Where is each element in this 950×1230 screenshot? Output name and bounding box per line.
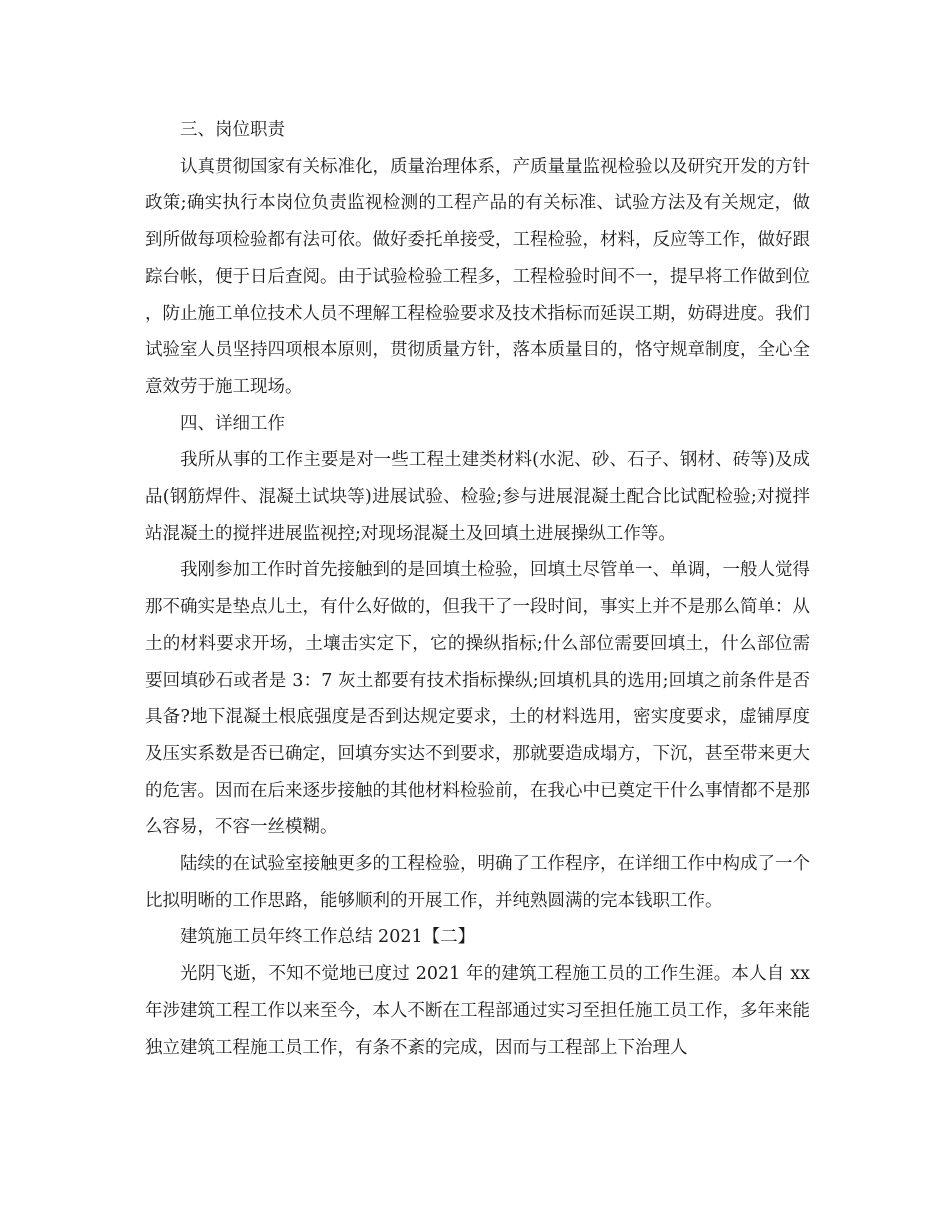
paragraph-work-scope: 我所从事的工作主要是对一些工程土建类材料(水泥、砂、石子、钢材、砖等)及成品(钢筋焊件、混凝土试块等)进展试验、检验;参与进展混凝土配合比试配检验;对搅拌站混凝土的搅拌进展监视控;对现场混凝土及回填土进展操纵工作等。 (145, 450, 810, 544)
paragraph-duties: 认真贯彻国家有关标准化，质量治理体系，产质量量监视检验以及研究开发的方针政策;确实执行本岗位负责监视检测的工程产品的有关标准、试验方法及有关规定，做到所做每项检验都有法可依。做好委托单接受，工程检验，材料，反应等工作，做好跟踪台帐，便于日后查阅。由于试验检验工程多，工程检验时间不一，提早将工作做到位，防止施工单位技术人员不理解工程检验要求及技术指标而延误工期，妨碍进度。我们试验室人员坚持四项根本原则，贯彻质量方针，落本质量目的，恪守规章制度，全心全意效劳于施工现场。 (145, 156, 810, 397)
paragraph-work-process: 陆续的在试验室接触更多的工程检验，明确了工作程序，在详细工作中构成了一个比拟明晰的工作思路，能够顺利的开展工作，并纯熟圆满的完本钱职工作。 (145, 854, 810, 911)
paragraph-year-review: 光阴飞逝，不知不觉地已度过 2021 年的建筑工程施工员的工作生涯。本人自 xx 年涉建筑工程工作以来至今，本人不断在工程部通过实习至担任施工员工作，多年来能独立建筑工程施工员工作，有条不紊的完成，因而与工程部上下治理人 (145, 964, 810, 1058)
section-heading-duties: 三、岗位职责 (180, 120, 285, 140)
section-heading-detailed-work: 四、详细工作 (180, 413, 285, 434)
paragraph-backfill-inspection: 我刚参加工作时首先接触到的是回填土检验，回填土尽管单一、单调，一般人觉得那不确实是垫点儿土，有什么好做的，但我干了一段时间，事实上并不是那么简单：从土的材料要求开场，土壤击实定下，它的操纵指标;什么部位需要回填土，什么部位需要回填砂石或者是 3：7 灰土都要有技术指标操纵;回填机具的选用;回填之前条件是否具备?地下混凝土根底强度是否到达规定要求，土的材料选用，密实度要求，虚铺厚度及压实系数是否已确定，回填夯实达不到要求，那就要造成塌方，下沉，甚至带来更大的危害。因而在后来逐步接触的其他材料检验前，在我心中已奠定干什么事情都不是那么容易，不容一丝模糊。 (145, 560, 810, 838)
document-body (145, 112, 810, 1066)
section-heading-summary-two: 建筑施工员年终工作总结 2021【二】 (180, 927, 476, 948)
